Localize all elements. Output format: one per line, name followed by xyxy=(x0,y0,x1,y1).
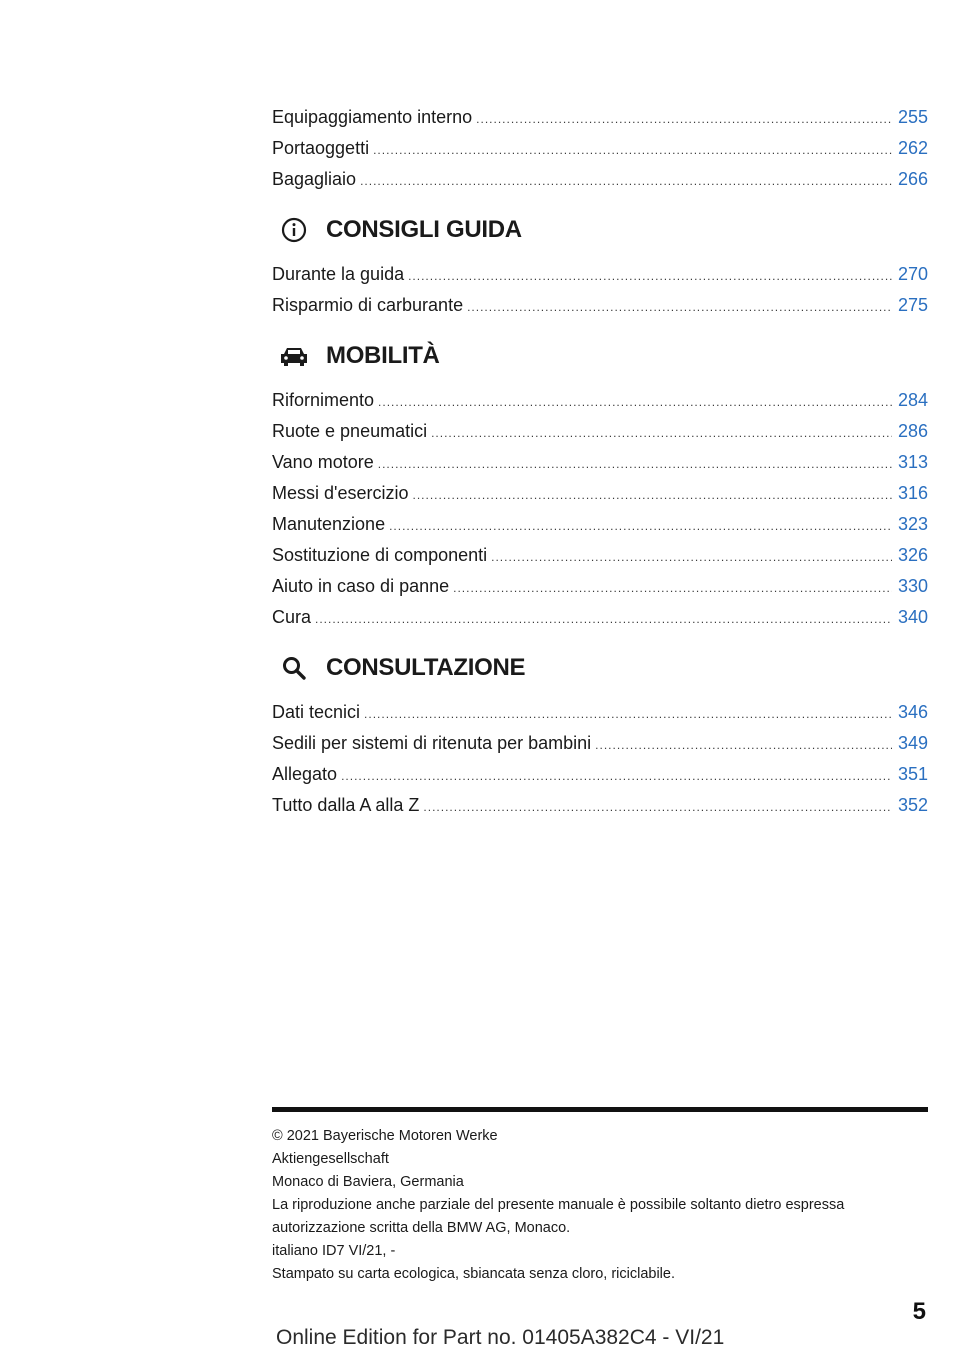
toc-entry-title: Dati tecnici xyxy=(272,702,361,722)
imprint-line: autorizzazione scritta della BMW AG, Monaco. xyxy=(272,1220,571,1236)
toc-entry-page[interactable]: 326 xyxy=(897,545,928,565)
imprint xyxy=(272,1125,928,1286)
imprint-line: Aktiengesellschaft xyxy=(272,1151,389,1167)
toc-entry[interactable] xyxy=(272,602,928,633)
toc-entry-page[interactable]: 262 xyxy=(897,138,928,158)
toc-entry[interactable] xyxy=(272,571,928,602)
toc-group xyxy=(272,102,928,195)
toc-entry[interactable] xyxy=(272,447,928,478)
dot-leader xyxy=(467,292,892,323)
table-of-contents xyxy=(272,102,928,821)
section-header-consigli-guida xyxy=(272,209,928,251)
imprint-line: italiano ID7 VI/21, - xyxy=(272,1243,396,1259)
toc-entry-page[interactable]: 266 xyxy=(897,169,928,189)
toc-entry-title: Tutto dalla A alla Z xyxy=(272,795,420,815)
search-icon xyxy=(272,653,316,683)
dot-leader xyxy=(476,104,892,135)
page-number: 5 xyxy=(912,1298,926,1325)
dot-leader xyxy=(453,573,892,604)
toc-entry-page[interactable]: 286 xyxy=(897,421,928,441)
toc-entry-title: Allegato xyxy=(272,764,338,784)
toc-entry-page[interactable]: 284 xyxy=(897,390,928,410)
toc-entry-title: Cura xyxy=(272,607,312,627)
toc-entry[interactable] xyxy=(272,478,928,509)
dot-leader xyxy=(315,604,892,635)
toc-entry-title: Sedili per sistemi di ritenuta per bambini xyxy=(272,733,592,753)
dot-leader xyxy=(341,761,892,792)
toc-entry[interactable] xyxy=(272,164,928,195)
toc-entry-title: Sostituzione di componenti xyxy=(272,545,488,565)
toc-entry-page[interactable]: 352 xyxy=(897,795,928,815)
toc-entry-title: Ruote e pneumatici xyxy=(272,421,428,441)
toc-entry-page[interactable]: 340 xyxy=(897,607,928,627)
dot-leader xyxy=(491,542,892,573)
toc-entry-title: Messi d'esercizio xyxy=(272,483,409,503)
section-title: MOBILITÀ xyxy=(326,342,440,369)
toc-entry-title: Durante la guida xyxy=(272,264,405,284)
dot-leader xyxy=(373,135,892,166)
toc-entry-page[interactable]: 323 xyxy=(897,514,928,534)
dot-leader xyxy=(389,511,892,542)
toc-entry-title: Aiuto in caso di panne xyxy=(272,576,450,596)
toc-entry[interactable] xyxy=(272,790,928,821)
toc-entry-page[interactable]: 270 xyxy=(897,264,928,284)
toc-entry-page[interactable]: 349 xyxy=(897,733,928,753)
toc-entry-page[interactable]: 255 xyxy=(897,107,928,127)
dot-leader xyxy=(360,166,892,197)
dot-leader xyxy=(595,730,892,761)
toc-entry-title: Portaoggetti xyxy=(272,138,370,158)
info-icon xyxy=(272,215,316,245)
divider xyxy=(272,1107,928,1112)
online-edition-footer: Online Edition for Part no. 01405A382C4 - VI/21 xyxy=(276,1326,725,1349)
toc-entry-page[interactable]: 346 xyxy=(897,702,928,722)
dot-leader xyxy=(378,449,892,480)
dot-leader xyxy=(423,792,892,823)
toc-entry[interactable] xyxy=(272,385,928,416)
toc-entry[interactable] xyxy=(272,290,928,321)
dot-leader xyxy=(364,699,892,730)
toc-entry[interactable] xyxy=(272,259,928,290)
toc-entry[interactable] xyxy=(272,697,928,728)
toc-entry[interactable] xyxy=(272,728,928,759)
toc-entry-page[interactable]: 316 xyxy=(897,483,928,503)
dot-leader xyxy=(408,261,892,292)
toc-entry-page[interactable]: 275 xyxy=(897,295,928,315)
toc-entry-title: Manutenzione xyxy=(272,514,386,534)
toc-entry-page[interactable]: 351 xyxy=(897,764,928,784)
imprint-line: La riproduzione anche parziale del presente manuale è possibile soltanto dietro espressa xyxy=(272,1197,845,1213)
dot-leader xyxy=(431,418,892,449)
toc-entry[interactable] xyxy=(272,509,928,540)
toc-entry-title: Rifornimento xyxy=(272,390,375,410)
section-title: CONSULTAZIONE xyxy=(326,654,526,681)
toc-entry[interactable] xyxy=(272,102,928,133)
toc-group xyxy=(272,385,928,633)
toc-entry[interactable] xyxy=(272,540,928,571)
imprint-line: © 2021 Bayerische Motoren Werke xyxy=(272,1128,498,1144)
toc-entry[interactable] xyxy=(272,759,928,790)
dot-leader xyxy=(378,387,892,418)
imprint-line: Monaco di Baviera, Germania xyxy=(272,1174,464,1190)
toc-entry-title: Bagagliaio xyxy=(272,169,357,189)
toc-entry-page[interactable]: 330 xyxy=(897,576,928,596)
car-icon xyxy=(272,341,316,371)
section-header-mobilita xyxy=(272,335,928,377)
toc-entry-page[interactable]: 313 xyxy=(897,452,928,472)
toc-entry[interactable] xyxy=(272,416,928,447)
toc-group xyxy=(272,697,928,821)
toc-group xyxy=(272,259,928,321)
toc-entry-title: Equipaggiamento interno xyxy=(272,107,473,127)
imprint-line: Stampato su carta ecologica, sbiancata senza cloro, riciclabile. xyxy=(272,1266,675,1282)
toc-entry[interactable] xyxy=(272,133,928,164)
toc-entry-title: Vano motore xyxy=(272,452,374,472)
toc-entry-title: Risparmio di carburante xyxy=(272,295,464,315)
section-title: CONSIGLI GUIDA xyxy=(326,216,522,243)
section-header-consultazione xyxy=(272,647,928,689)
dot-leader xyxy=(412,480,891,511)
